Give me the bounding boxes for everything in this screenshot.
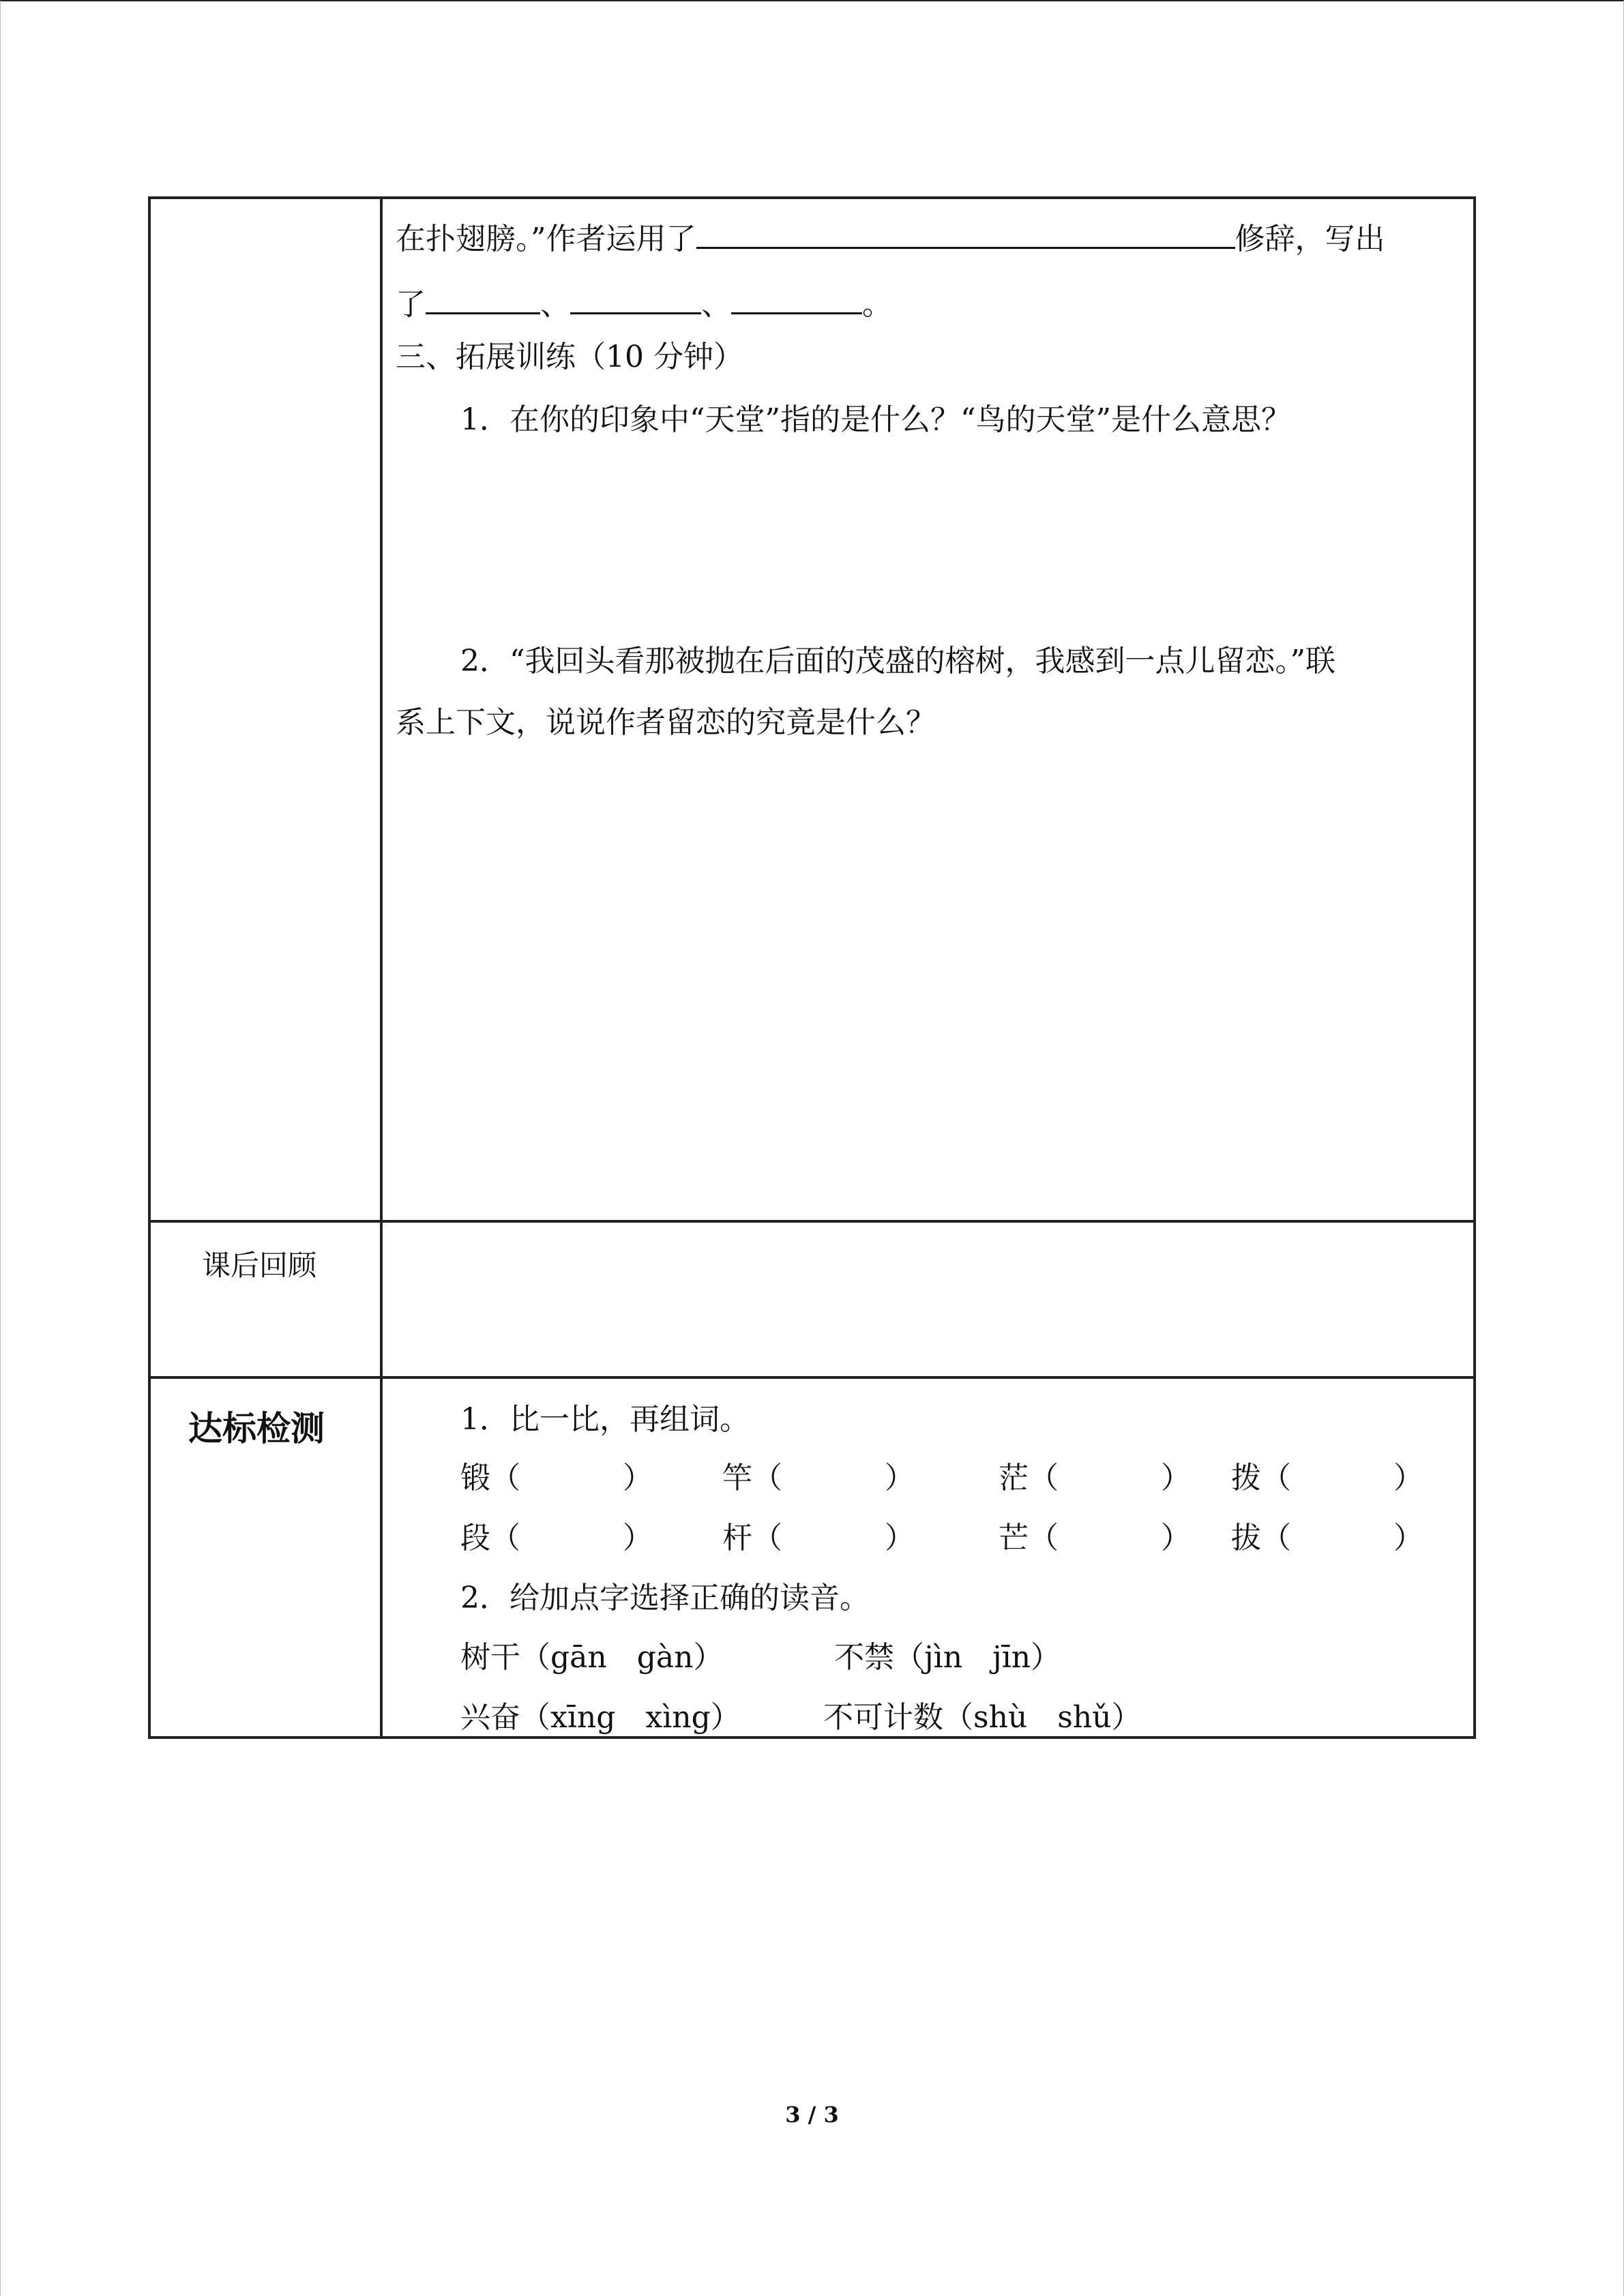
separator: 、 (540, 287, 570, 322)
word-pair-1a: 锻（ ） (460, 1461, 653, 1495)
pinyin-choice[interactable]: 树干（gān gàn） (460, 1640, 724, 1675)
pinyin-choice[interactable]: 不可计数（shù shǔ） (823, 1700, 1142, 1735)
word-pair-1b: 段（ ） (460, 1521, 653, 1555)
line1-after: 修辞，写出 (1235, 222, 1385, 256)
answer-blank-rhetoric[interactable] (696, 220, 1235, 249)
line-end: 。 (862, 287, 892, 322)
row-divider-2 (151, 1376, 1473, 1379)
question-1: 1．在你的印象中“天堂”指的是什么？“鸟的天堂”是什么意思？ (460, 402, 1291, 437)
answer-blank-1[interactable] (426, 285, 540, 314)
question-2-line-1: 2．“我回头看那被抛在后面的茂盛的榕树，我感到一点儿留恋。”联 (460, 644, 1335, 679)
page-number: 3 / 3 (785, 2102, 839, 2128)
worksheet-table (148, 196, 1476, 1739)
answer-blank-2[interactable] (570, 285, 701, 314)
column-divider (380, 199, 383, 1736)
word-pair-4b: 拔（ ） (1231, 1521, 1423, 1555)
word-pair-4a: 拨（ ） (1231, 1461, 1423, 1495)
word-pair-3b: 芒（ ） (999, 1521, 1191, 1555)
review-label: 课后回顾 (202, 1249, 317, 1282)
word-pair-2a: 竿（ ） (722, 1461, 915, 1495)
line2-start: 了 (396, 287, 426, 322)
pinyin-choice[interactable]: 兴奋（xīng xìng） (460, 1700, 741, 1735)
test-question-1: 1．比一比，再组词。 (460, 1402, 750, 1437)
row-divider-1 (151, 1220, 1473, 1223)
pinyin-choice[interactable]: 不禁（jìn jīn） (834, 1640, 1061, 1675)
word-pair-3a: 茫（ ） (999, 1461, 1191, 1495)
text-line-2 (396, 285, 892, 324)
text-line-1 (396, 220, 1385, 258)
separator: 、 (701, 287, 731, 322)
section-heading: 三、拓展训练（10 分钟） (396, 340, 743, 374)
test-label: 达标检测 (188, 1409, 325, 1448)
line1-before: 在扑翅膀。”作者运用了 (396, 222, 696, 256)
question-2-line-2: 系上下文，说说作者留恋的究竟是什么？ (396, 705, 936, 740)
answer-blank-3[interactable] (731, 285, 862, 314)
word-pair-2b: 杆（ ） (722, 1521, 915, 1555)
test-question-2: 2．给加点字选择正确的读音。 (460, 1581, 870, 1615)
